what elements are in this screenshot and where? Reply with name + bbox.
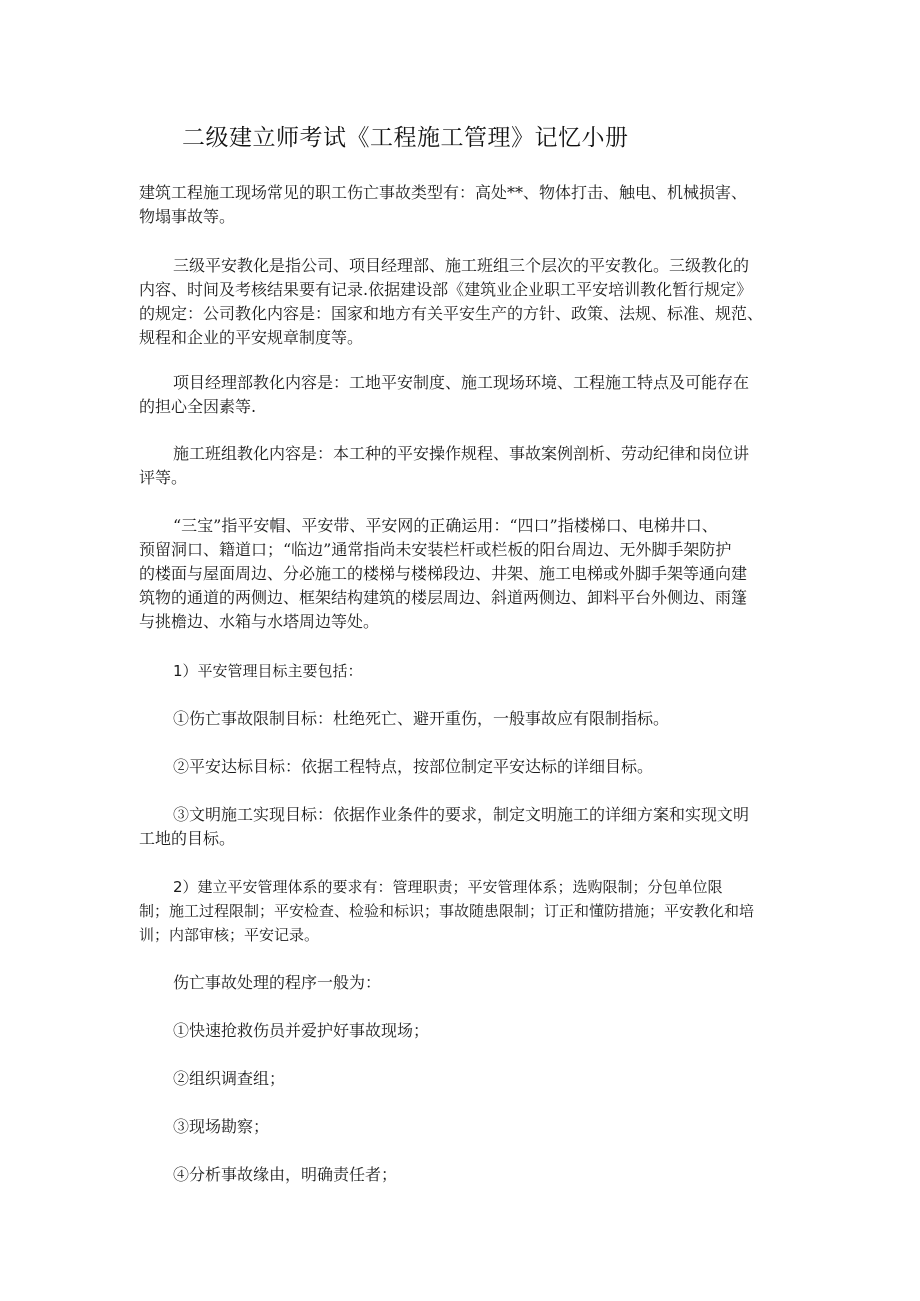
text-line: 工地的目标。 <box>139 829 236 848</box>
text-line: 项目经理部教化内容是：工地平安制度、施工现场环境、工程施工特点及可能存在 <box>173 373 750 392</box>
paragraph-goal-civilized-construction <box>139 803 794 851</box>
text-line: 三级平安教化是指公司、项目经理部、施工班组三个层次的平安教化。三级教化的 <box>173 256 750 275</box>
text-line: ②组织调查组； <box>173 1069 286 1088</box>
paragraph-procedure-step-2 <box>139 1067 794 1091</box>
text-line: ③文明施工实现目标：依据作业条件的要求，制定文明施工的详细方案和实现文明 <box>173 805 750 824</box>
paragraph-procedure-step-4 <box>139 1163 794 1187</box>
paragraph-team-education <box>139 442 794 490</box>
text-line: ②平安达标目标：依据工程特点，按部位制定平安达标的详细目标。 <box>173 757 654 776</box>
paragraph-procedure-step-3 <box>139 1115 794 1139</box>
text-line: 预留洞口、籍道口；“临边”通常指尚未安装栏杆或栏板的阳台周边、无外脚手架防护 <box>139 540 732 559</box>
paragraph-accident-types <box>139 181 794 229</box>
paragraph-procedure-step-1 <box>139 1019 794 1043</box>
text-line: ①伤亡事故限制目标：杜绝死亡、避开重伤，一般事故应有限制指标。 <box>173 709 670 728</box>
paragraph-goal-safety-standard <box>139 755 794 779</box>
text-line: 的担心全因素等. <box>139 397 257 416</box>
text-line: 内容、时间及考核结果要有记录.依据建设部《建筑业企业职工平安培训教化暂行规定》 <box>139 280 753 299</box>
text-line: ③现场勘察； <box>173 1117 270 1136</box>
text-line: 筑物的通道的两侧边、框架结构建筑的楼层周边、斜道两侧边、卸料平台外侧边、雨篷 <box>139 588 748 607</box>
text-line: 的楼面与屋面周边、分必施工的楼梯与楼梯段边、井架、施工电梯或外脚手架等通向建 <box>139 564 748 583</box>
text-line: 与挑檐边、水箱与水塔周边等处。 <box>139 612 380 631</box>
document-title: 二级建立师考试《工程施工管理》记忆小册 <box>182 125 629 151</box>
text-line: 评等。 <box>139 468 188 487</box>
text-line: ④分析事故缘由，明确责任者； <box>173 1165 398 1184</box>
text-line: 施工班组教化内容是：本工种的平安操作规程、事故案例剖析、劳动纪律和岗位讲 <box>173 444 750 463</box>
text-line: 制；施工过程限制；平安检查、检验和标识；事故随患限制；订正和懂防措施；平安教化和培 <box>139 902 755 920</box>
text-line: 训；内部审核；平安记录。 <box>139 926 320 944</box>
text-line: 伤亡事故处理的程序一般为： <box>173 973 382 992</box>
text-line: 规程和企业的平安规章制度等。 <box>139 328 364 347</box>
text-line: 2）建立平安管理体系的要求有：管理职责；平安管理体系；选购限制；分包单位限 <box>173 878 723 896</box>
text-line: ①快速抢救伤员并爱护好事故现场； <box>173 1021 430 1040</box>
paragraph-three-treasures <box>139 514 794 634</box>
paragraph-three-level-education <box>139 254 794 350</box>
text-line: 建筑工程施工现场常见的职工伤亡事故类型有：高处**、物体打击、触电、机械损害、 <box>139 183 748 202</box>
text-line: “三宝”指平安帽、平安带、平安网的正确运用：“四口”指楼梯口、电梯井口、 <box>173 516 718 535</box>
paragraph-safety-goals-heading <box>139 659 794 683</box>
text-line: 1）平安管理目标主要包括： <box>173 662 363 680</box>
paragraph-safety-management-system <box>139 875 794 947</box>
paragraph-project-department-education <box>139 371 794 419</box>
text-line: 的规定：公司教化内容是：国家和地方有关平安生产的方针、政策、法规、标准、规范、 <box>139 304 764 323</box>
paragraph-goal-accident-control <box>139 707 794 731</box>
text-line: 物塌事故等。 <box>139 207 236 226</box>
paragraph-accident-procedure-heading <box>139 971 794 995</box>
